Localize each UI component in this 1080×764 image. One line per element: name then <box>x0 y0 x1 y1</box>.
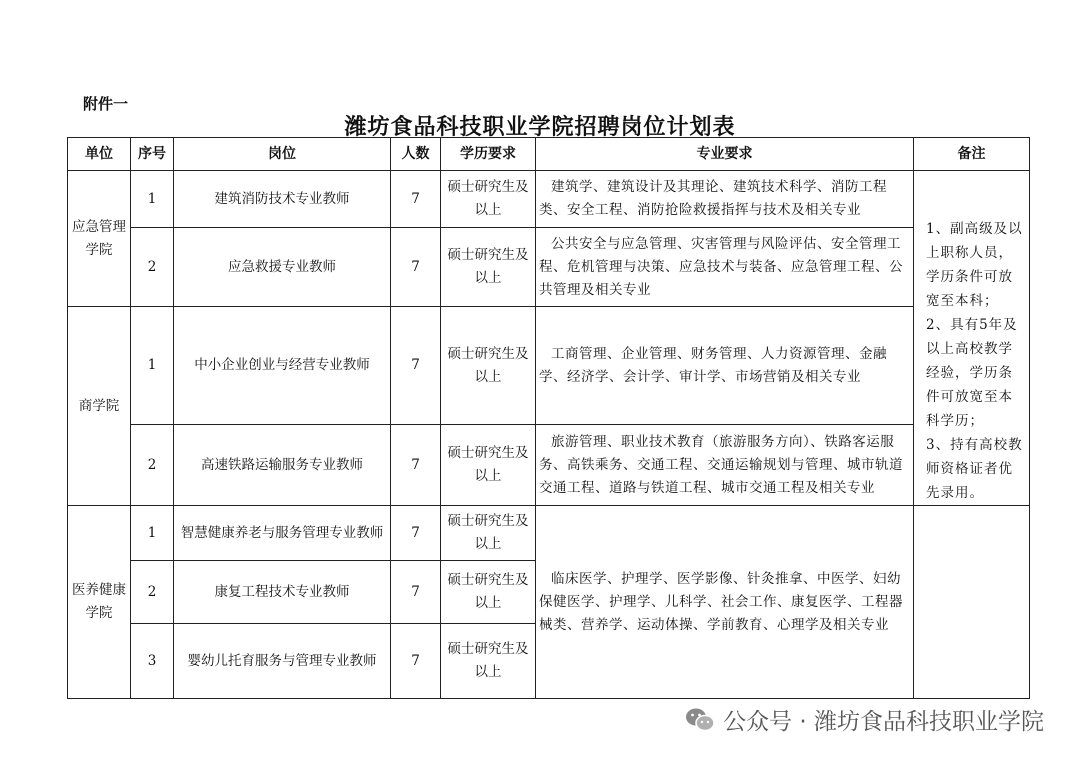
count-cell: 7 <box>391 624 441 699</box>
position-cell: 康复工程技术专业教师 <box>174 561 391 624</box>
seq-cell: 2 <box>131 228 174 307</box>
position-cell: 中小企业创业与经营专业教师 <box>174 307 391 425</box>
notes-cell-empty <box>914 506 1030 699</box>
note-item: 3、持有高校教师资格证者优先录用。 <box>926 437 1023 501</box>
recruitment-table-wrapper <box>67 137 1029 680</box>
position-cell: 建筑消防技术专业教师 <box>174 171 391 228</box>
count-cell: 7 <box>391 425 441 506</box>
page-title: 潍坊食品科技职业学院招聘岗位计划表 <box>344 114 736 140</box>
seq-cell: 2 <box>131 561 174 624</box>
header-seq: 序号 <box>131 138 174 171</box>
unit-cell: 商学院 <box>68 307 131 506</box>
table-row <box>68 506 1030 561</box>
count-cell: 7 <box>391 307 441 425</box>
count-cell: 7 <box>391 228 441 307</box>
header-count: 人数 <box>391 138 441 171</box>
seq-cell: 3 <box>131 624 174 699</box>
watermark-text: 公众号 · 潍坊食品科技职业学院 <box>723 709 1044 735</box>
count-cell: 7 <box>391 506 441 561</box>
unit-cell: 医养健康学院 <box>68 506 131 699</box>
major-cell: 工商管理、企业管理、财务管理、人力资源管理、金融学、经济学、会计学、审计学、市场营销及相关专业 <box>536 307 914 425</box>
major-cell: 公共安全与应急管理、灾害管理与风险评估、安全管理工程、危机管理与决策、应急技术与装备、应急管理工程、公共管理及相关专业 <box>536 228 914 307</box>
note-item: 2、具有5年及以上高校教学经验，学历条件可放宽至本科学历； <box>926 317 1018 429</box>
major-cell: 临床医学、护理学、医学影像、针灸推拿、中医学、妇幼保健医学、护理学、儿科学、社会工作、康复医学、工程器械类、营养学、运动体操、学前教育、心理学及相关专业 <box>536 506 914 699</box>
position-cell: 高速铁路运输服务专业教师 <box>174 425 391 506</box>
table-row <box>68 171 1030 228</box>
education-cell: 硕士研究生及以上 <box>441 171 536 228</box>
table-row <box>68 307 1030 425</box>
recruitment-table <box>67 137 1030 699</box>
header-notes: 备注 <box>914 138 1030 171</box>
education-cell: 硕士研究生及以上 <box>441 624 536 699</box>
note-item: 1、副高级及以上职称人员，学历条件可放宽至本科； <box>926 221 1023 309</box>
position-cell: 婴幼儿托育服务与管理专业教师 <box>174 624 391 699</box>
education-cell: 硕士研究生及以上 <box>441 307 536 425</box>
table-header-row <box>68 138 1030 171</box>
watermark <box>685 703 1044 736</box>
unit-cell: 应急管理学院 <box>68 171 131 307</box>
seq-cell: 1 <box>131 307 174 425</box>
header-position: 岗位 <box>174 138 391 171</box>
position-cell: 应急救援专业教师 <box>174 228 391 307</box>
seq-cell: 1 <box>131 171 174 228</box>
education-cell: 硕士研究生及以上 <box>441 425 536 506</box>
major-cell: 旅游管理、职业技术教育（旅游服务方向）、铁路客运服务、高铁乘务、交通工程、交通运输规划与管理、城市轨道交通工程、道路与铁道工程、城市交通工程及相关专业 <box>536 425 914 506</box>
table-row <box>68 425 1030 506</box>
wechat-icon <box>685 707 715 733</box>
notes-cell <box>914 171 1030 506</box>
header-unit: 单位 <box>68 138 131 171</box>
seq-cell: 2 <box>131 425 174 506</box>
attachment-label: 附件一 <box>83 95 129 113</box>
education-cell: 硕士研究生及以上 <box>441 228 536 307</box>
position-cell: 智慧健康养老与服务管理专业教师 <box>174 506 391 561</box>
count-cell: 7 <box>391 561 441 624</box>
seq-cell: 1 <box>131 506 174 561</box>
table-row <box>68 228 1030 307</box>
major-cell: 建筑学、建筑设计及其理论、建筑技术科学、消防工程类、安全工程、消防抢险救援指挥与技术及相关专业 <box>536 171 914 228</box>
count-cell: 7 <box>391 171 441 228</box>
header-education: 学历要求 <box>441 138 536 171</box>
education-cell: 硕士研究生及以上 <box>441 506 536 561</box>
education-cell: 硕士研究生及以上 <box>441 561 536 624</box>
header-major: 专业要求 <box>536 138 914 171</box>
